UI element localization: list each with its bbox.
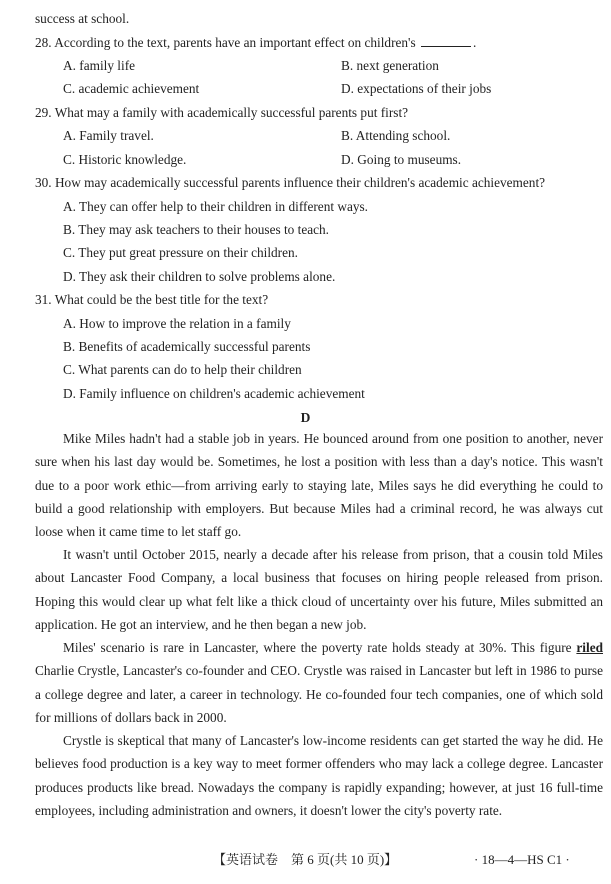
question-text: According to the text, parents have an important effect on children's: [54, 35, 416, 50]
page-footer-label: 【英语试卷 第 6 页(共 10 页)】: [213, 852, 398, 867]
question-number: 28.: [35, 35, 52, 50]
option-30-d: D. They ask their children to solve problems alone.: [63, 269, 336, 284]
question-number: 29.: [35, 105, 52, 120]
option-29-c: C. Historic knowledge.: [63, 152, 187, 167]
option-28-b: B. next generation: [341, 58, 439, 73]
passage-d-paragraph-3: Miles' scenario is rare in Lancaster, where the poverty rate holds steady at 30%. This figure riled Charlie Crystle, Lancaster's co-founder and CEO. Crystle was raised in Lancaster but left in 1986 to purse a college degree and later, a career in technology. He co-founded four tech companies, one of which sold for millions of dollars back in 2000.: [35, 640, 603, 725]
passage-d-paragraph-2: It wasn't until October 2015, nearly a decade after his release from prison, that a cousin told Miles about Lancaster Food Company, a local business that focuses on hiring people released from prison. Hoping this would clear up what felt like a thick cloud of uncertainty over his future, Miles submitted an application. He got an interview, and he then began a new job.: [35, 547, 603, 632]
option-31-a: A. How to improve the relation in a family: [63, 316, 291, 331]
option-29-a: A. Family travel.: [63, 128, 154, 143]
question-number: 31.: [35, 292, 52, 307]
option-28-d: D. expectations of their jobs: [341, 81, 492, 96]
option-29-d: D. Going to museums.: [341, 152, 462, 167]
option-28-a: A. family life: [63, 58, 136, 73]
option-29-b: B. Attending school.: [341, 128, 451, 143]
option-31-b: B. Benefits of academically successful parents: [63, 339, 311, 354]
question-29-stem: [35, 105, 408, 121]
passage-d-paragraph-1: Mike Miles hadn't had a stable job in years. He bounced around from one position to another, never sure when his last day would be. Sometimes, he lost a position with less than a day's notice. This wasn't due to a poor work ethic—from arriving early to staying late, Miles says he did everything he could to build a good relationship with employers. But because Miles had a criminal record, he was always cut loose when it came time to let staff go.: [35, 431, 603, 540]
question-text: How may academically successful parents influence their children's academic achievement?: [54, 175, 546, 190]
page-footer-code: · 18—4—HS C1 ·: [474, 852, 570, 867]
highlighted-vocabulary-word: riled: [576, 640, 603, 655]
answer-blank: [421, 34, 471, 47]
question-number: 30.: [35, 175, 52, 190]
option-30-a: A. They can offer help to their children in different ways.: [63, 199, 369, 214]
passage-d-paragraph-4: Crystle is skeptical that many of Lancaster's low-income residents can get started the way he did. He believes food production is a key way to meet former offenders who may lack a college degree. Lancaster produces products like bread. Nowadays the company is rapidly expanding; however, at just 16 full-time employees, including administration and owners, it doesn't lower the city's poverty rate.: [35, 733, 603, 818]
question-text: What could be the best title for the text?: [54, 292, 269, 307]
previous-passage-tail: success at school.: [35, 11, 130, 26]
option-28-c: C. academic achievement: [63, 81, 200, 96]
section-heading-d: D: [300, 410, 311, 425]
question-28-stem: 28. According to the text, parents have an important effect on children's .: [35, 35, 477, 50]
question-30-stem: [35, 175, 545, 191]
question-text: What may a family with academically successful parents put first?: [54, 105, 409, 120]
question-31-stem: [35, 292, 268, 308]
option-30-b: B. They may ask teachers to their houses to teach.: [63, 222, 330, 237]
option-31-c: C. What parents can do to help their children: [63, 362, 302, 377]
option-31-d: D. Family influence on children's academic achievement: [63, 386, 365, 401]
option-30-c: C. They put great pressure on their children.: [63, 245, 298, 260]
